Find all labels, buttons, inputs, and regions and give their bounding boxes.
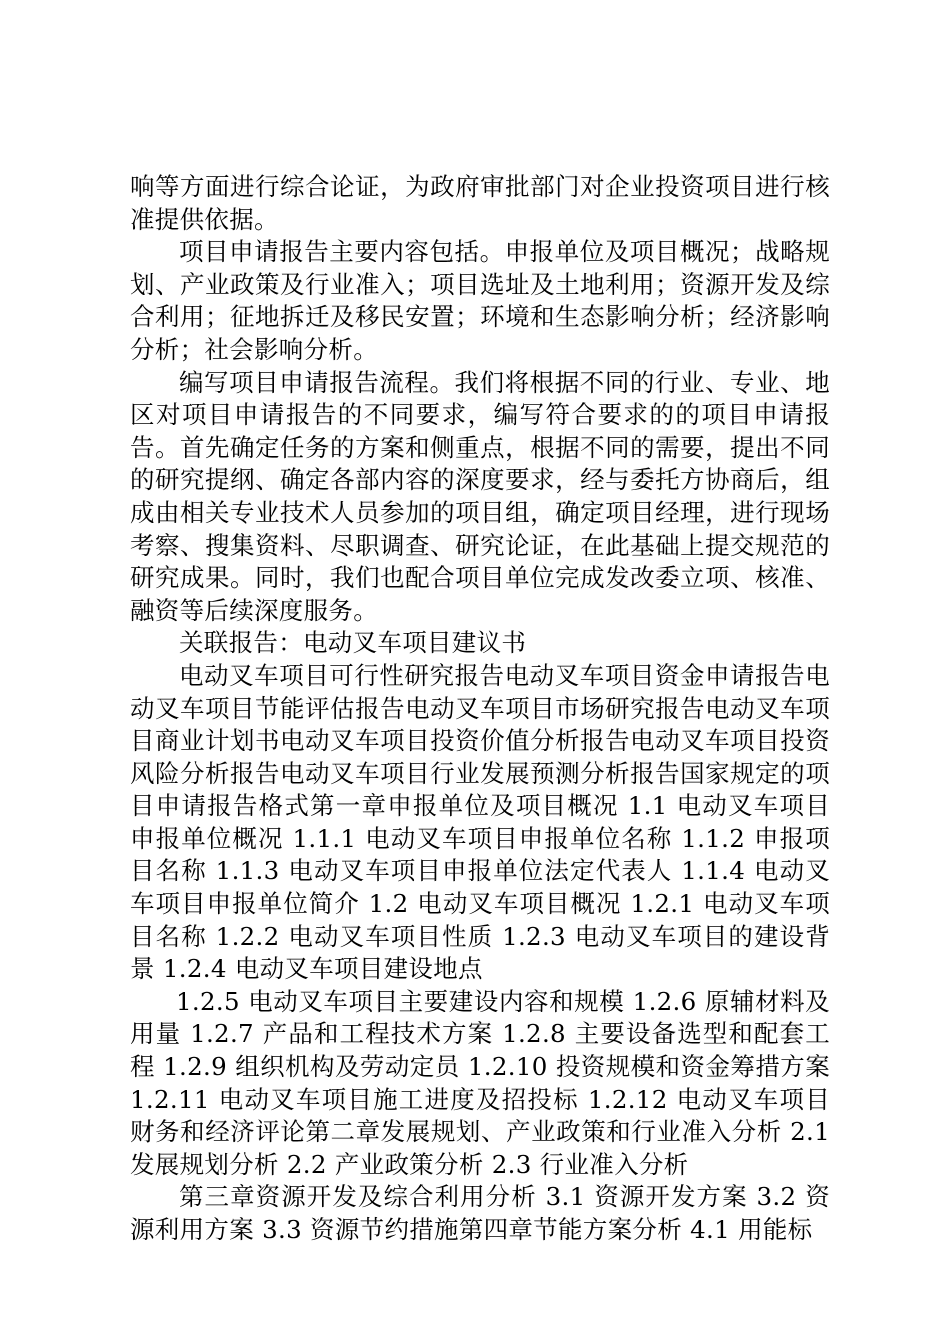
- paragraph-related-reports-list: 电动叉车项目可行性研究报告电动叉车项目资金申请报告电动叉车项目节能评估报告电动叉车项目市场研究报告电动叉车项目商业计划书电动叉车项目投资价值分析报告电动叉车项目投资风险分析报告电动叉车项目行业发展预测分析报告国家规定的项目申请报告格式第一章申报单位及项目概况 1.1 电动叉车项目申报单位概况 1.1.1 电动叉车项目申报单位名称 1.1.2 申报项目名称 1.1.3 电动叉车项目申报单位法定代表人 1.1.4 电动叉车项目申报单位简介 1.2 电动叉车项目概况 1.2.1 电动叉车项目名称 1.2.2 电动叉车项目性质 1.2.3 电动叉车项目的建设背景 1.2.4 电动叉车项目建设地点: [130, 660, 830, 984]
- document-body: [130, 171, 830, 1247]
- paragraph-writing-process: 编写项目申请报告流程。我们将根据不同的行业、专业、地区对项目申请报告的不同要求，编写符合要求的的项目申请报告。首先确定任务的方案和侧重点，根据不同的需要，提出不同的研究提纲、确定各部内容的深度要求，经与委托方协商后，组成由相关专业技术人员参加的项目组，确定项目经理，进行现场考察、搜集资料、尽职调查、研究论证，在此基础上提交规范的研究成果。同时，我们也配合项目单位完成发改委立项、核准、融资等后续深度服务。: [130, 367, 830, 625]
- paragraph-outline-chapter-1-2: 1.2.5 电动叉车项目主要建设内容和规模 1.2.6 原辅材料及用量 1.2.7 产品和工程技术方案 1.2.8 主要设备选型和配套工程 1.2.9 组织机构及劳动定员 1.2.10 投资规模和资金筹措方案 1.2.11 电动叉车项目施工进度及招投标 1.2.12 电动叉车项目财务和经济评论第二章发展规划、产业政策和行业准入分析 2.1 发展规划分析 2.2 产业政策分析 2.3 行业准入分析: [130, 986, 830, 1179]
- paragraph-intro-continuation: 响等方面进行综合论证，为政府审批部门对企业投资项目进行核准提供依据。: [130, 172, 830, 234]
- paragraph-related-reports-label: 关联报告：电动叉车项目建议书: [179, 628, 527, 658]
- paragraph-outline-chapter-3-4: 第三章资源开发及综合利用分析 3.1 资源开发方案 3.2 资源利用方案 3.3 资源节约措施第四章节能方案分析 4.1 用能标: [130, 1182, 831, 1244]
- paragraph-main-content: 项目申请报告主要内容包括。申报单位及项目概况；战略规划、产业政策及行业准入；项目选址及土地利用；资源开发及综合利用；征地拆迁及移民安置；环境和生态影响分析；经济影响分析；社会影响分析。: [130, 237, 830, 364]
